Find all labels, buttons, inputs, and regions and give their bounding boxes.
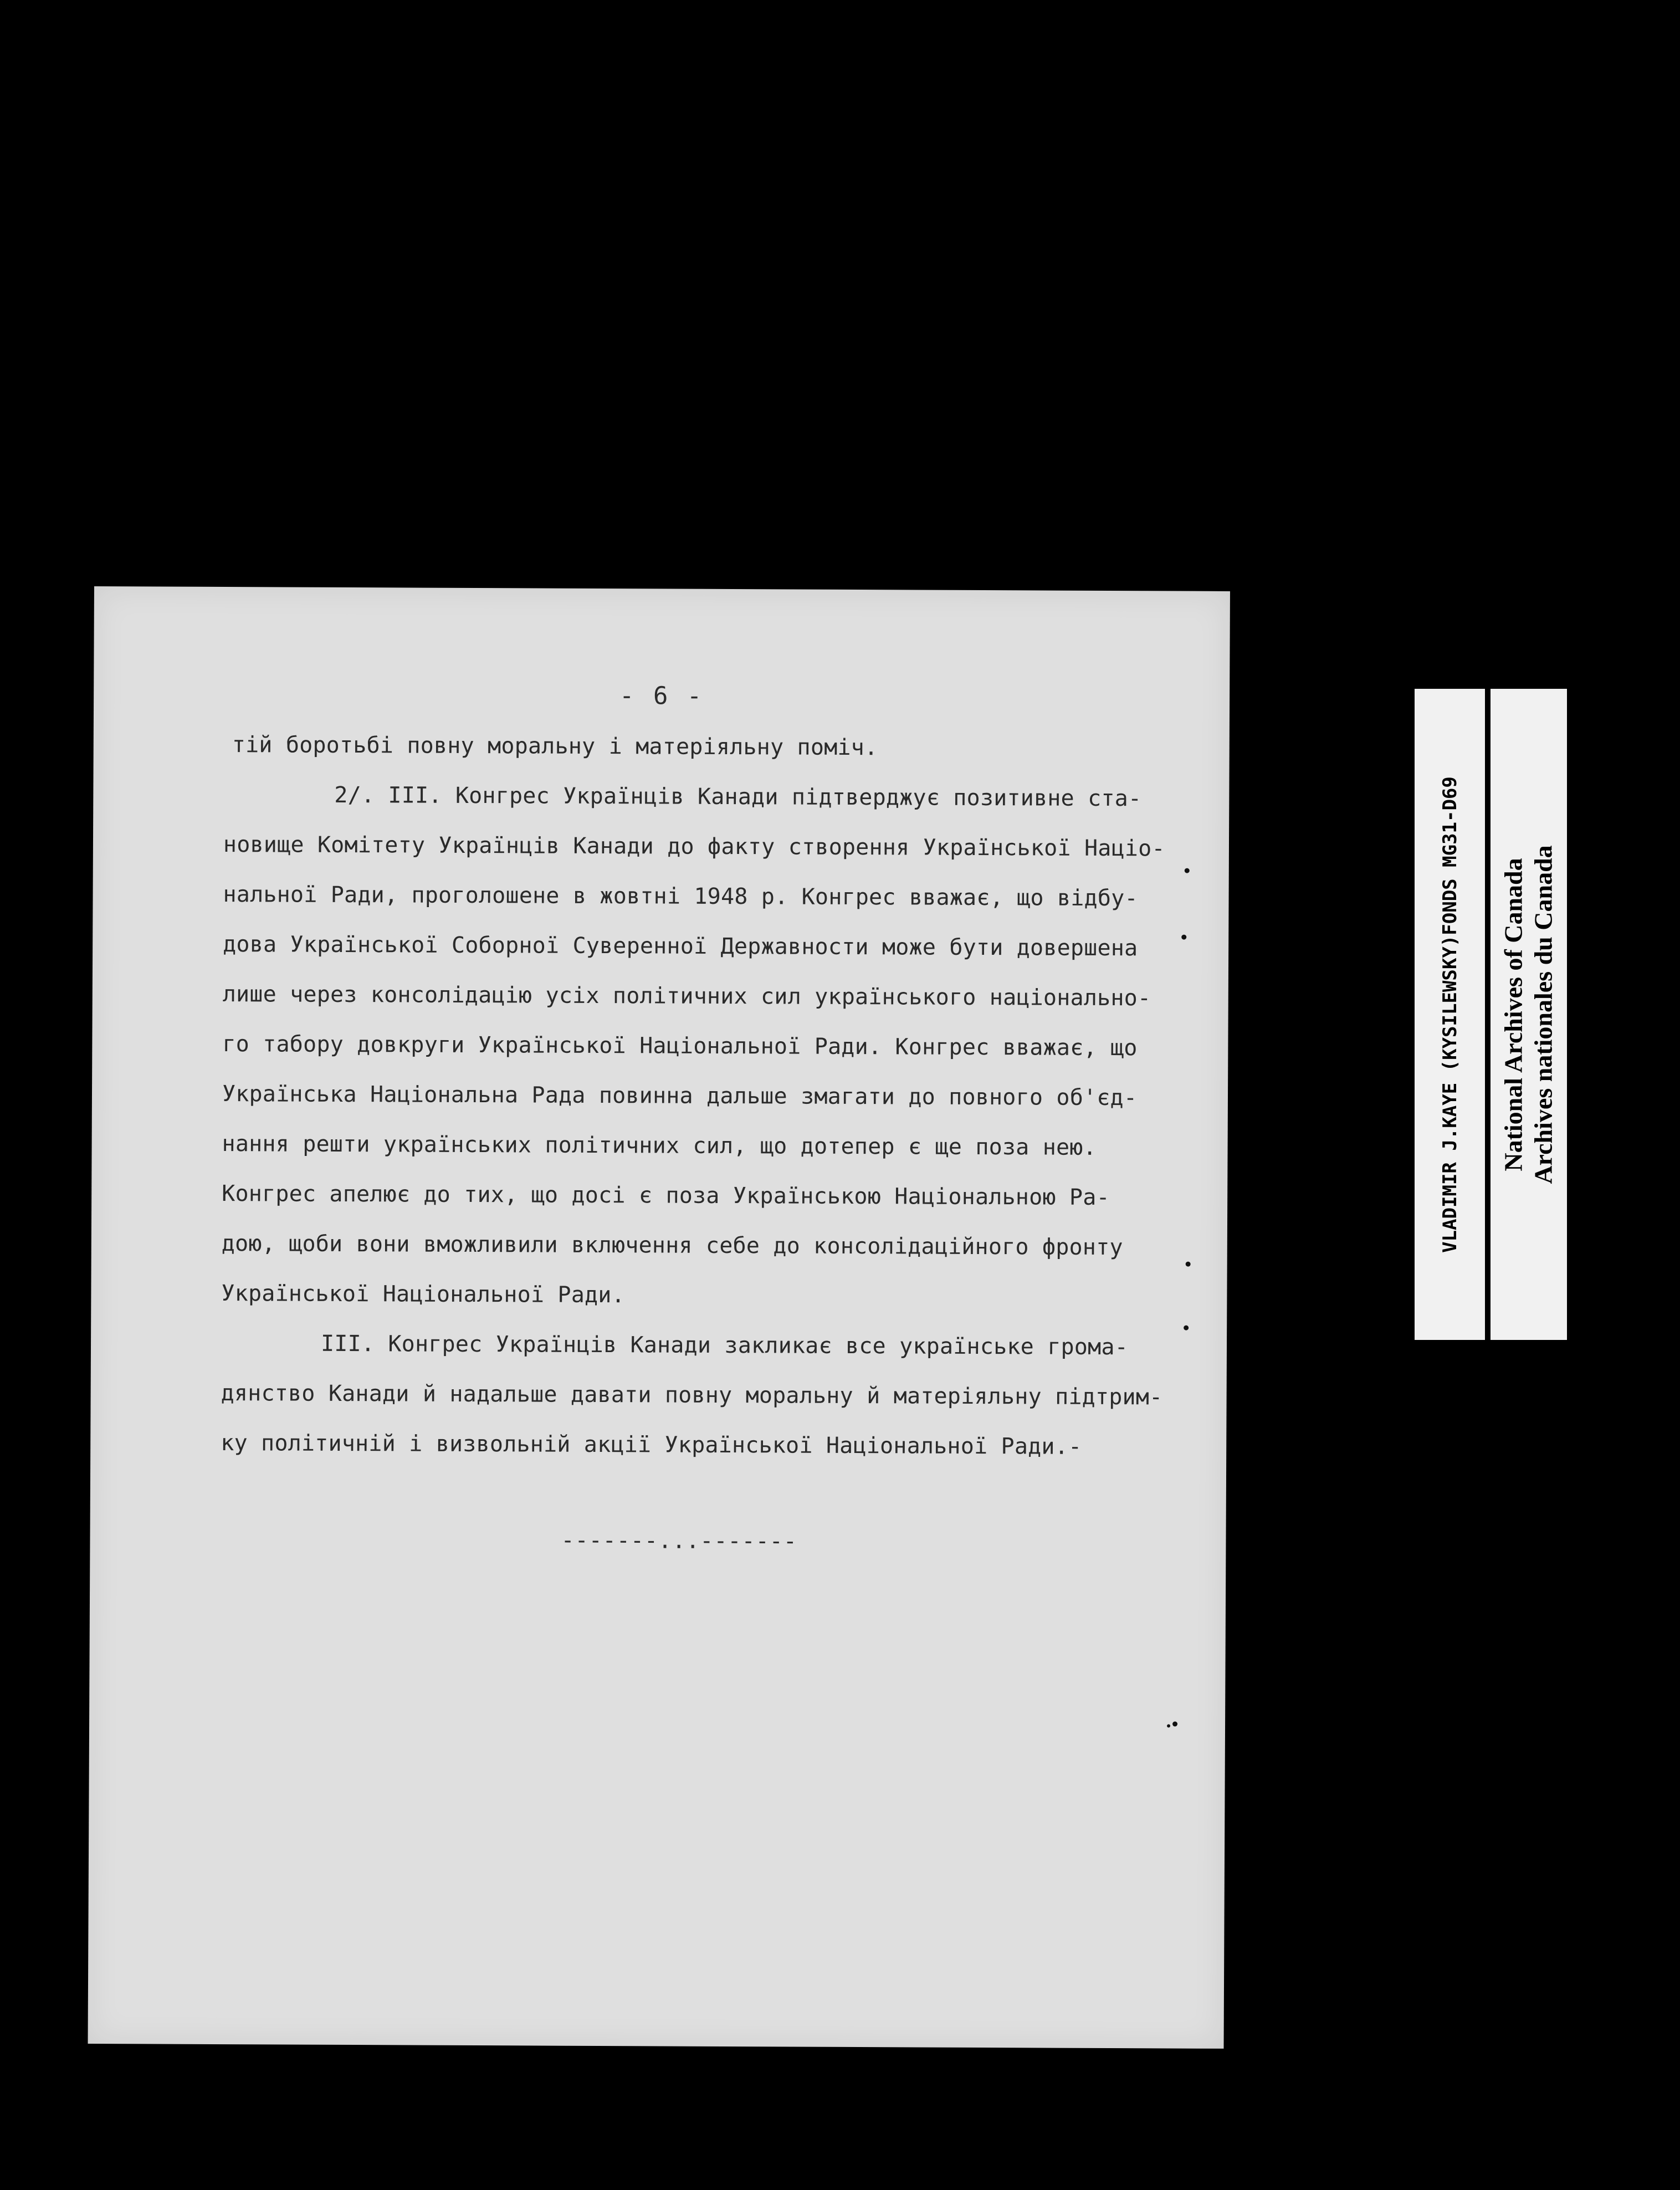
scan-speck	[1185, 868, 1190, 873]
archives-label-strip	[1491, 689, 1567, 1340]
page-number: - 6 -	[619, 682, 704, 710]
closing-divider: -------...-------	[561, 1527, 797, 1554]
text-line: нання решти українських політичних сил, що дотепер є ще поза нею.	[222, 1131, 1097, 1160]
scan-speck	[1181, 935, 1186, 940]
text-line: III. Конгрес Українців Канади закликає все українське грома-	[320, 1331, 1129, 1360]
text-line: дянство Канади й надальше давати повну моральну й матеріяльну підтрим-	[221, 1380, 1163, 1410]
fonds-label: VLADIMIR J.KAYE (KYSILEWSKY)FONDS MG31-D69	[1438, 776, 1461, 1253]
archives-label-en: National Archives of Canada	[1499, 857, 1528, 1171]
archives-label-fr: Archives nationales du Canada	[1529, 845, 1558, 1184]
document-page	[88, 586, 1230, 2049]
scan-speck	[1184, 1326, 1189, 1331]
scan-speck	[1167, 1724, 1170, 1727]
text-line: дою, щоби вони вможливили включення себе до консолідаційного фронту	[221, 1231, 1123, 1261]
scan-speck	[1172, 1722, 1177, 1727]
text-line: Української Національної Ради.	[221, 1281, 625, 1308]
text-line: тій боротьбі повну моральну і матеріяльну поміч.	[232, 732, 878, 761]
text-line: го табору довкруги Української Національної Ради. Конгрес вважає, що	[222, 1031, 1138, 1061]
text-line: 2/. III. Конгрес Українців Канади підтверджує позитивне ста-	[334, 782, 1142, 812]
text-line: дова Української Соборної Суверенної Державности може бути довершена	[223, 932, 1138, 961]
text-line: лише через консолідацію усіх політичних сил українського національно-	[222, 981, 1151, 1011]
text-line: ку політичній і визвольній акції Української Національної Ради.-	[221, 1430, 1082, 1460]
fonds-label-strip	[1415, 689, 1485, 1340]
text-line: новище Комітету Українців Канади до факту створення Української Націо-	[223, 832, 1165, 862]
archives-label	[1499, 845, 1559, 1184]
text-line: нальної Ради, проголошене в жовтні 1948 р. Конгрес вважає, що відбу-	[223, 882, 1138, 912]
scan-speck	[1186, 1262, 1191, 1267]
text-line: Українська Національна Рада повинна дальше змагати до повного об'єд-	[222, 1081, 1138, 1111]
text-line: Конгрес апелює до тих, що досі є поза Українською Національною Ра-	[222, 1181, 1110, 1211]
